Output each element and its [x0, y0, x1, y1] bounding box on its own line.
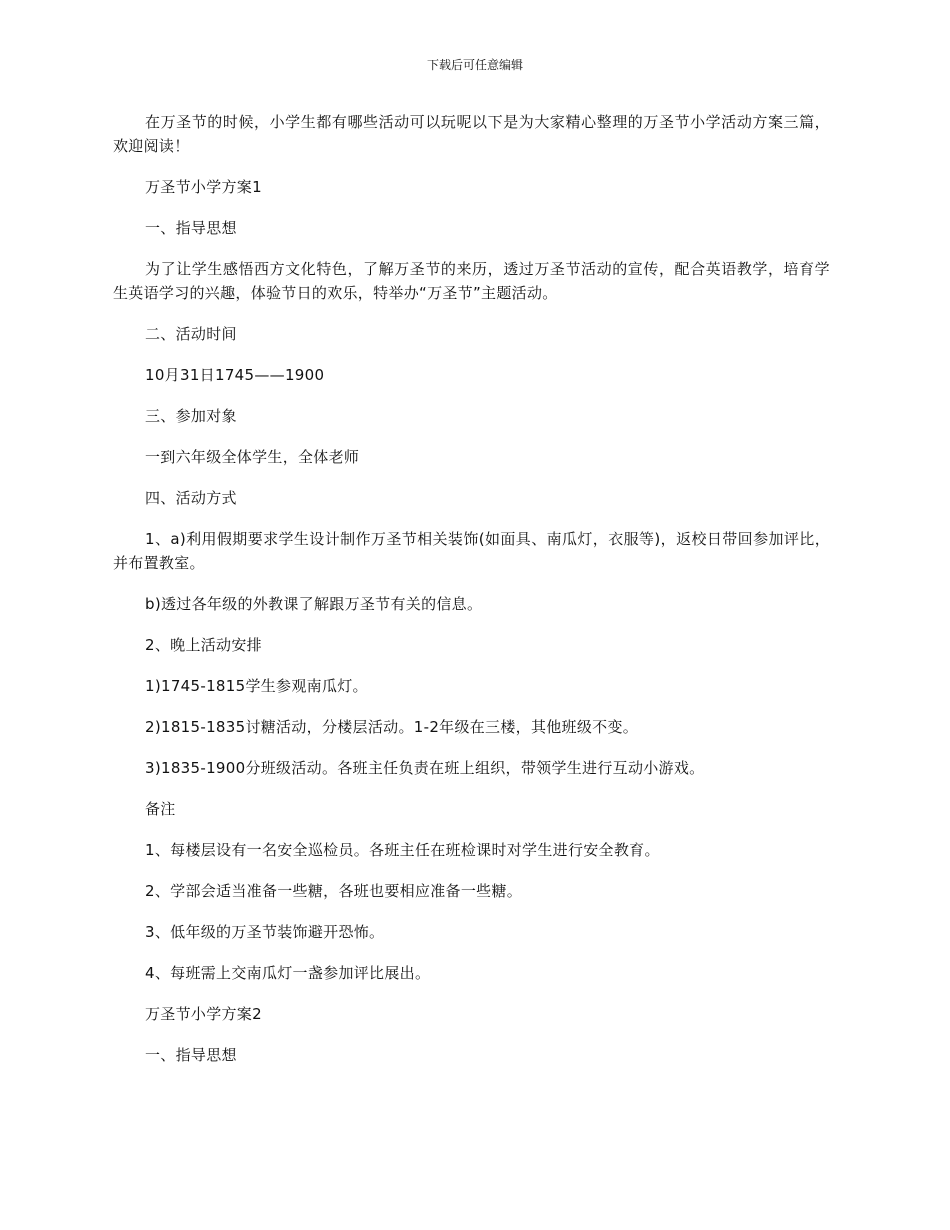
- evening-schedule-item-3: 3)1835-1900分班级活动。各班主任负责在班上组织，带领学生进行互动小游戏。: [145, 759, 705, 777]
- note-item-3: 3、低年级的万圣节装饰避开恐怖。: [145, 923, 385, 941]
- note-item-2: 2、学部会适当准备一些糖，各班也要相应准备一些糖。: [145, 882, 523, 900]
- heading-guiding-ideology: 一、指导思想: [145, 219, 237, 237]
- evening-schedule-item-2: 2)1815-1835讨糖活动，分楼层活动。1-2年级在三楼，其他班级不变。: [145, 718, 639, 736]
- note-item-1: 1、每楼层设有一名安全巡检员。各班主任在班检课时对学生进行安全教育。: [145, 841, 660, 859]
- section-title-plan-1: 万圣节小学方案1: [145, 178, 262, 196]
- heading-notes: 备注: [145, 800, 176, 818]
- section-title-plan-2: 万圣节小学方案2: [145, 1005, 262, 1023]
- participants-text: 一到六年级全体学生，全体老师: [145, 448, 360, 466]
- heading-participants: 三、参加对象: [145, 407, 237, 425]
- intro-paragraph: 在万圣节的时候，小学生都有哪些活动可以玩呢以下是为大家精心整理的万圣节小学活动方案三篇，欢迎阅读！: [113, 113, 830, 155]
- document-body: [113, 110, 830, 1067]
- activity-method-item-1: 1、a)利用假期要求学生设计制作万圣节相关装饰(如面具、南瓜灯，衣服等)，返校日带回参加评比，并布置教室。: [113, 530, 830, 572]
- evening-schedule-item-1: 1)1745-1815学生参观南瓜灯。: [145, 677, 368, 695]
- activity-time-text: 10月31日1745——1900: [145, 366, 325, 384]
- activity-method-item-1b: b)透过各年级的外教课了解跟万圣节有关的信息。: [145, 595, 483, 613]
- heading-activity-method: 四、活动方式: [145, 489, 237, 507]
- heading-guiding-ideology-2: 一、指导思想: [145, 1046, 237, 1064]
- evening-schedule-heading: 2、晚上活动安排: [145, 636, 262, 654]
- guiding-ideology-paragraph: 为了让学生感悟西方文化特色，了解万圣节的来历，透过万圣节活动的宣传，配合英语教学，培育学生英语学习的兴趣，体验节日的欢乐，特举办“万圣节”主题活动。: [113, 260, 830, 302]
- heading-activity-time: 二、活动时间: [145, 325, 237, 343]
- page-header: 下载后可任意编辑: [426, 58, 523, 72]
- note-item-4: 4、每班需上交南瓜灯一盏参加评比展出。: [145, 964, 431, 982]
